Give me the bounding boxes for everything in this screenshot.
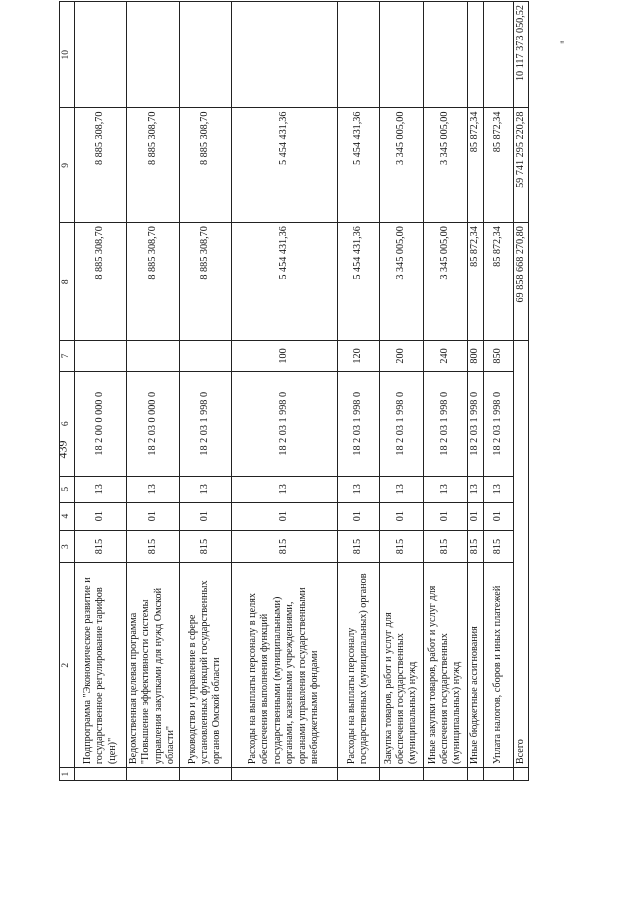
row-code-section: 01 [179, 502, 231, 530]
table-row [179, 2, 231, 781]
header-cell: 4 [60, 502, 75, 530]
row-amount-col8: 5 454 431,36 [231, 223, 337, 341]
total-amount-col8: 69 858 668 270,80 [513, 223, 528, 341]
row-code-type [75, 341, 127, 371]
header-cell: 7 [60, 341, 75, 371]
row-amount-col9: 85 872,34 [483, 108, 513, 223]
row-amount-col10 [127, 2, 180, 109]
row-name: Уплата налогов, сборов и иных платежей [483, 563, 513, 768]
header-cell: 6 [60, 371, 75, 476]
row-name: Расходы на выплаты персоналу государственных (муниципальных) органов [337, 563, 379, 768]
table-row [483, 2, 513, 781]
table-row [127, 2, 180, 781]
row-code-section: 01 [423, 502, 467, 530]
row-code-admin: 815 [337, 530, 379, 563]
row-name: Подпрограмма "Экономическое развитие и государственное регулирование тарифов (цен)" [75, 563, 127, 768]
table-row [379, 2, 423, 781]
row-amount-col8: 85 872,34 [483, 223, 513, 341]
row-code-type: 200 [379, 341, 423, 371]
total-amount-col10: 10 117 373 050,52 [513, 2, 528, 109]
row-code-subsection: 13 [127, 476, 180, 502]
row-code-admin: 815 [231, 530, 337, 563]
row-code-section: 01 [337, 502, 379, 530]
row-name: Расходы на выплаты персоналу в целях обеспечения выполнения функций государственными (муниципальными) органами, казенными учреждениями, органами управления государственными внебюджетными фондами [231, 563, 337, 768]
row-amount-col10 [337, 2, 379, 109]
row-code-target: 18 2 03 1 998 0 [423, 371, 467, 476]
row-code-admin: 815 [483, 530, 513, 563]
row-cell-blank [231, 768, 337, 781]
row-code-section: 01 [127, 502, 180, 530]
total-row [513, 2, 528, 781]
row-amount-col9: 8 885 308,70 [179, 108, 231, 223]
closing-quote-mark: " [560, 40, 565, 51]
row-code-target: 18 2 03 1 998 0 [231, 371, 337, 476]
row-code-admin: 815 [379, 530, 423, 563]
row-code-admin: 815 [75, 530, 127, 563]
row-amount-col8: 3 345 005,00 [423, 223, 467, 341]
row-code-target: 18 2 03 0 000 0 [127, 371, 180, 476]
row-code-type: 100 [231, 341, 337, 371]
rotated-table-wrapper [59, 1, 581, 781]
row-code-target: 18 2 03 1 998 0 [467, 371, 483, 476]
header-cell: 10 [60, 2, 75, 109]
row-cell-blank [467, 768, 483, 781]
row-amount-col10 [179, 2, 231, 109]
row-code-subsection: 13 [231, 476, 337, 502]
row-code-subsection: 13 [75, 476, 127, 502]
table-row [337, 2, 379, 781]
row-amount-col9: 3 345 005,00 [423, 108, 467, 223]
row-name: Иные бюджетные ассигнования [467, 563, 483, 768]
row-amount-col10 [483, 2, 513, 109]
row-code-section: 01 [483, 502, 513, 530]
row-cell-blank [75, 768, 127, 781]
row-amount-col10 [75, 2, 127, 109]
row-amount-col8: 8 885 308,70 [75, 223, 127, 341]
row-amount-col9: 5 454 431,36 [337, 108, 379, 223]
row-cell-blank [513, 768, 528, 781]
row-code-admin: 815 [179, 530, 231, 563]
row-name: Иные закупки товаров, работ и услуг для обеспечения государственных (муниципальных) нужд [423, 563, 467, 768]
row-cell-blank [483, 768, 513, 781]
row-name: Руководство и управление в сфере установленных функций государственных органов Омской области [179, 563, 231, 768]
header-cell: 5 [60, 476, 75, 502]
row-code-subsection: 13 [467, 476, 483, 502]
header-cell: 1 [60, 768, 75, 781]
table-row [467, 2, 483, 781]
row-code-type: 800 [467, 341, 483, 371]
row-code-target: 18 2 03 1 998 0 [337, 371, 379, 476]
row-code-section: 01 [467, 502, 483, 530]
row-code-target: 18 2 03 1 998 0 [379, 371, 423, 476]
row-name: Закупка товаров, работ и услуг для обеспечения государственных (муниципальных) нужд [379, 563, 423, 768]
row-cell-blank [423, 768, 467, 781]
row-code-target: 18 2 03 1 998 0 [483, 371, 513, 476]
row-name: Ведомственная целевая программа "Повышение эффективности системы управления закупками для нужд Омской области" [127, 563, 180, 768]
row-amount-col10 [379, 2, 423, 109]
row-cell-blank [127, 768, 180, 781]
total-label: Всего [513, 341, 528, 768]
page-number: 439 [55, 440, 70, 459]
header-cell: 9 [60, 108, 75, 223]
row-amount-col9: 85 872,34 [467, 108, 483, 223]
row-amount-col8: 8 885 308,70 [179, 223, 231, 341]
table-row [75, 2, 127, 781]
row-code-type [127, 341, 180, 371]
row-code-section: 01 [379, 502, 423, 530]
row-code-subsection: 13 [379, 476, 423, 502]
table-row [231, 2, 337, 781]
row-code-subsection: 13 [483, 476, 513, 502]
row-cell-blank [179, 768, 231, 781]
row-code-subsection: 13 [337, 476, 379, 502]
total-amount-col9: 59 741 295 220,28 [513, 108, 528, 223]
header-cell: 2 [60, 563, 75, 768]
header-cell: 3 [60, 530, 75, 563]
header-cell: 8 [60, 223, 75, 341]
row-amount-col10 [231, 2, 337, 109]
row-code-target: 18 2 00 0 000 0 [75, 371, 127, 476]
row-amount-col9: 3 345 005,00 [379, 108, 423, 223]
row-amount-col8: 85 872,34 [467, 223, 483, 341]
row-code-admin: 815 [423, 530, 467, 563]
row-amount-col8: 5 454 431,36 [337, 223, 379, 341]
row-cell-blank [337, 768, 379, 781]
budget-table [59, 1, 529, 781]
row-amount-col9: 8 885 308,70 [75, 108, 127, 223]
row-code-admin: 815 [127, 530, 180, 563]
row-cell-blank [379, 768, 423, 781]
row-amount-col10 [423, 2, 467, 109]
row-code-admin: 815 [467, 530, 483, 563]
table-row [423, 2, 467, 781]
row-code-section: 01 [75, 502, 127, 530]
row-code-section: 01 [231, 502, 337, 530]
row-amount-col9: 8 885 308,70 [127, 108, 180, 223]
row-amount-col8: 3 345 005,00 [379, 223, 423, 341]
row-code-subsection: 13 [179, 476, 231, 502]
row-amount-col8: 8 885 308,70 [127, 223, 180, 341]
row-amount-col10 [467, 2, 483, 109]
row-code-target: 18 2 03 1 998 0 [179, 371, 231, 476]
row-code-subsection: 13 [423, 476, 467, 502]
row-code-type: 120 [337, 341, 379, 371]
row-code-type: 240 [423, 341, 467, 371]
header-row [60, 2, 75, 781]
row-amount-col9: 5 454 431,36 [231, 108, 337, 223]
row-code-type [179, 341, 231, 371]
row-code-type: 850 [483, 341, 513, 371]
